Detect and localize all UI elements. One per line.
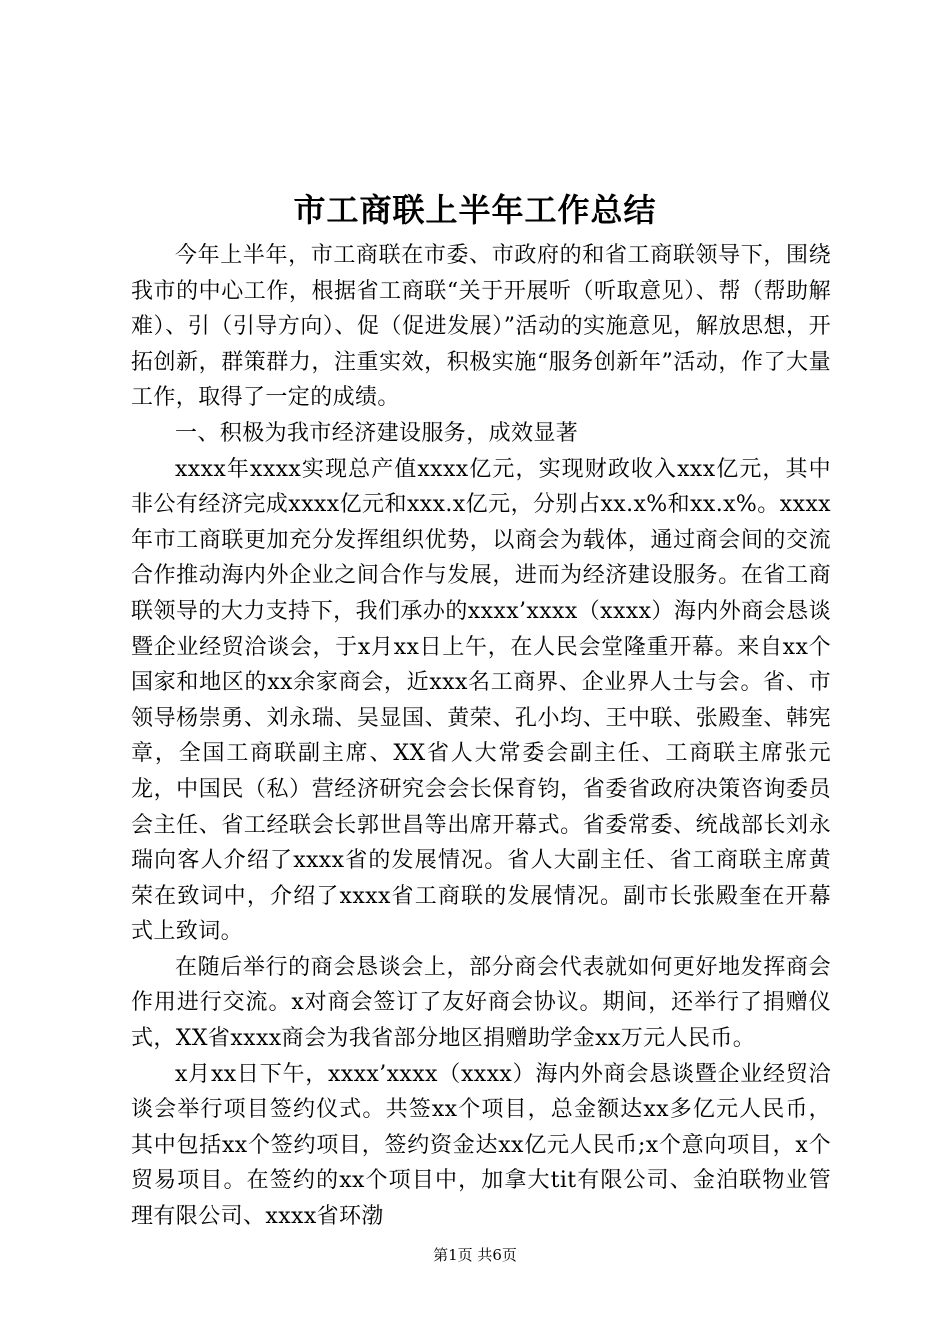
paragraph-intro: 今年上半年，市工商联在市委、市政府的和省工商联领导下，围绕我市的中心工作，根据省工商联“关于开展听（听取意见）、帮（帮助解难）、引（引导方向）、促（促进发展）”活动的实施意见，解放思想，开拓创新，群策群力，注重实效，积极实施“服务创新年”活动，作了大量工作，取得了一定的成绩。 xyxy=(131,243,831,411)
paragraph-chamber-talks: 在随后举行的商会恳谈会上，部分商会代表就如何更好地发挥商会作用进行交流。x对商会签订了友好商会协议。期间，还举行了捐赠仪式，XX省xxxx商会为我省部分地区捐赠助学金xx万元人民币。 xyxy=(131,954,831,1052)
paragraph-signing: x月xx日下午，xxxx’xxxx（xxxx）海内外商会恳谈暨企业经贸洽谈会举行项目签约仪式。共签xx个项目，总金额达xx多亿元人民币，其中包括xx个签约项目，签约资金达xx亿元人民币;x个意向项目，x个贸易项目。在签约的xx个项目中，加拿大tit有限公司、金泊联物业管理有限公司、xxxx省环渤 xyxy=(131,1061,831,1230)
page-number-footer: 第1页 共6页 xyxy=(433,1246,517,1264)
section-heading-1: 一、积极为我市经济建设服务，成效显著 xyxy=(175,420,579,446)
paragraph-economy: xxxx年xxxx实现总产值xxxx亿元，实现财政收入xxx亿元，其中非公有经济完成xxxx亿元和xxx.x亿元，分别占xx.x%和xx.x%。xxxx年市工商联更加充分发挥组织优势，以商会为载体，通过商会间的交流合作推动海内外企业之间合作与发展，进而为经济建设服务。在省工商联领导的大力支持下，我们承办的xxxx’xxxx（xxxx）海内外商会恳谈暨企业经贸洽谈会，于x月xx日上午，在人民会堂隆重开幕。来自xx个国家和地区的xx余家商会，近xxx名工商界、企业界人士与会。省、市领导杨崇勇、刘永瑞、吴显国、黄荣、孔小均、王中联、张殿奎、韩宪章，全国工商联副主席、XX省人大常委会副主任、工商联主席张元龙，中国民（私）营经济研究会会长保育钧，省委省政府决策咨询委员会主任、省工经联会长郭世昌等出席开幕式。省委常委、统战部长刘永瑞向客人介绍了xxxx省的发展情况。省人大副主任、省工商联主席黄荣在致词中，介绍了xxxx省工商联的发展情况。副市长张殿奎在开幕式上致词。 xyxy=(131,456,831,945)
document-title: 市工商联上半年工作总结 xyxy=(293,191,657,229)
document-body xyxy=(131,238,831,1235)
